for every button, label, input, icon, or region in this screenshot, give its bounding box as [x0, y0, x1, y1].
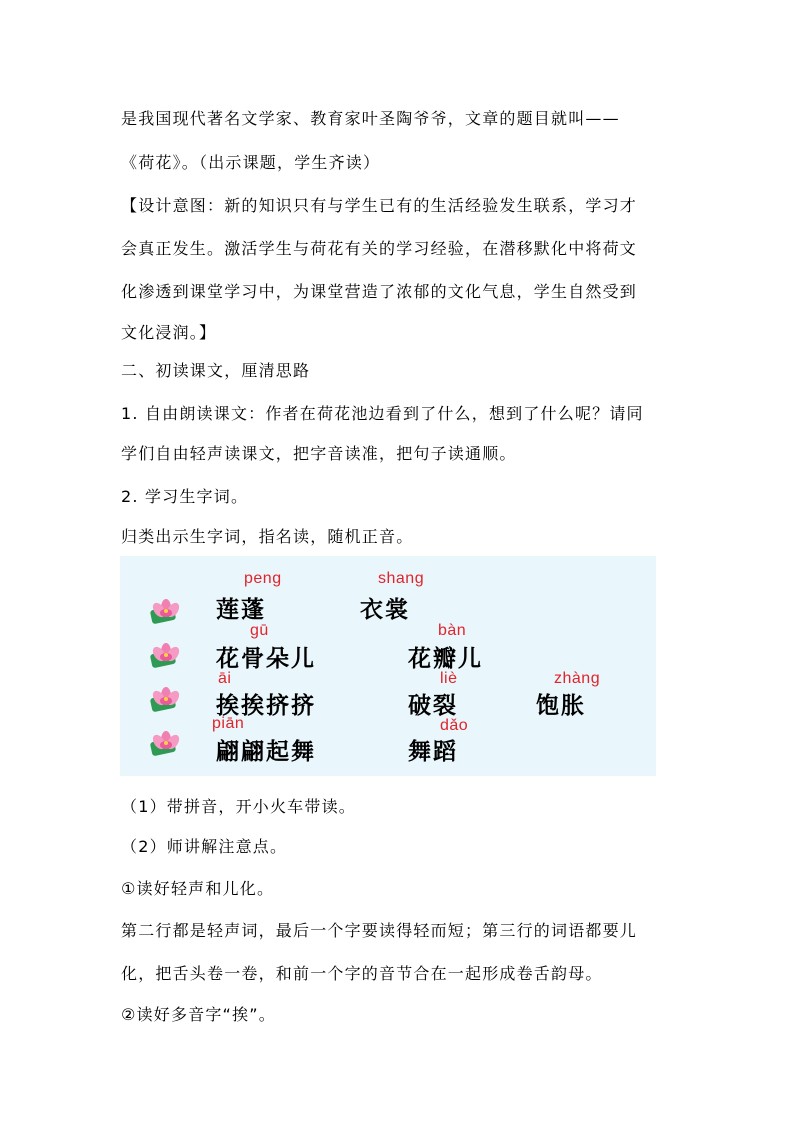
point-2-heading: ②读好多音字“挨”。 — [121, 1005, 276, 1024]
step-2-heading: 2. 学习生字词。 — [121, 487, 249, 506]
word-yishang: 衣裳 — [360, 596, 410, 623]
pinyin-shang: shang — [378, 570, 425, 587]
word-huabanr: 花瓣儿 — [408, 645, 483, 672]
pinyin-ban: bàn — [438, 622, 467, 639]
point-1-line-2: 化，把舌头卷一卷，和前一个字的音节合在一起形成卷舌韵母。 — [121, 964, 603, 983]
lotus-flower-icon — [148, 684, 182, 712]
point-1-line-1: 第二行都是轻声词，最后一个字要读得轻而短；第三行的词语都要儿 — [121, 921, 638, 940]
pinyin-peng: peng — [244, 570, 282, 587]
word-baozhang: 饱胀 — [536, 692, 586, 719]
pinyin-pian: piān — [212, 715, 245, 732]
section-heading: 二、初读课文，厘清思路 — [121, 361, 311, 380]
lotus-flower-icon — [148, 728, 182, 756]
word-pianpianqiwu: 翩翩起舞 — [216, 738, 316, 765]
word-wudao: 舞蹈 — [408, 738, 458, 765]
para-line-1: 是我国现代著名文学家、教育家叶圣陶爷爷，文章的题目就叫—— — [121, 109, 620, 128]
pinyin-ai: āi — [218, 670, 232, 687]
para-line-2: 《荷花》。（出示课题，学生齐读） — [121, 153, 381, 172]
sub-step-1: （1）带拼音，开小火车带读。 — [121, 797, 356, 816]
sub-step-2: （2）师讲解注意点。 — [121, 837, 288, 856]
design-intent-line-1: 【设计意图：新的知识只有与学生已有的生活经验发生联系，学习才 — [121, 196, 638, 215]
word-aiaijiji: 挨挨挤挤 — [216, 692, 316, 719]
word-polie: 破裂 — [408, 692, 458, 719]
pinyin-lie: liè — [440, 670, 458, 687]
design-intent-line-2: 会真正发生。激活学生与荷花有关的学习经验，在潜移默化中将荷文 — [121, 239, 638, 258]
pinyin-zhang: zhàng — [554, 670, 601, 687]
point-1-heading: ①读好轻声和儿化。 — [121, 879, 275, 898]
lotus-flower-icon — [148, 596, 182, 624]
step-1-line-1: 1. 自由朗读课文：作者在荷花池边看到了什么，想到了什么呢？请同 — [121, 404, 644, 423]
word-huaguduor: 花骨朵儿 — [216, 645, 316, 672]
word-lianpeng: 莲蓬 — [216, 596, 266, 623]
pinyin-dao: dǎo — [440, 717, 469, 734]
lotus-flower-icon — [148, 640, 182, 668]
step-1-line-2: 学们自由轻声读课文，把字音读准，把句子读通顺。 — [121, 444, 517, 463]
design-intent-line-3: 化渗透到课堂学习中，为课堂营造了浓郁的文化气息，学生自然受到 — [121, 282, 638, 301]
pinyin-gu: gū — [250, 622, 269, 639]
vocab-box — [120, 556, 656, 776]
design-intent-line-4: 文化浸润。】 — [121, 323, 217, 342]
step-2-instruction: 归类出示生字词，指名读，随机正音。 — [121, 527, 414, 546]
